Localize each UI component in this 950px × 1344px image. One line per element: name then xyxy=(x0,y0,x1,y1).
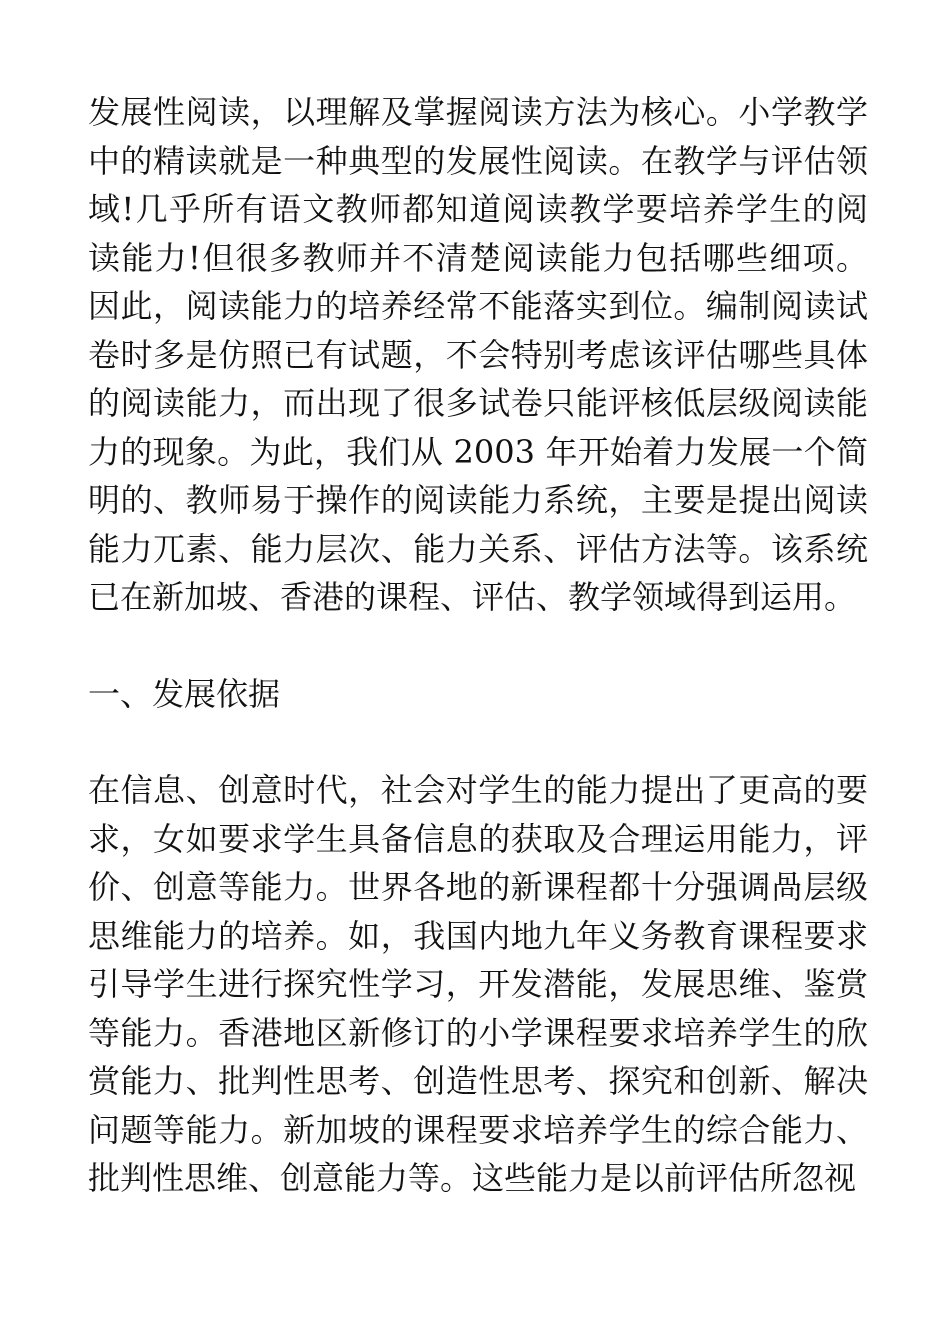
paragraph-intro: 发展性阅读，以理解及掌握阅读方法为核心。小学教学中的精读就是一种典型的发展性阅读。在教学与评估领域!几乎所有语文教师都知道阅读教学要培养学生的阅读能力!但很多教师并不清楚阅读能力包括哪些细项。因此，阅读能力的培养经常不能落实到位。编制阅读试卷时多是仿照已有试题，不会特别考虑该评估哪些具体的阅读能力，而出现了很多试卷只能评核低层级阅读能力的现象。为此，我们从 2003 年开始着力发展一个简明的、教师易于操作的阅读能力系统，主要是提出阅读能力兀素、能力层次、能力关系、评估方法等。该系统已在新加坡、香港的课程、评估、教学领域得到运用。 xyxy=(88,93,868,616)
document-page xyxy=(88,88,868,1203)
paragraph-basis: 在信息、创意时代，社会对学生的能力提出了更高的要求，女如要求学生具备信息的获取及合理运用能力，评价、创意等能力。世界各地的新课程都十分强调咼层级思维能力的培养。如，我国内地九年义务教育课程要求引导学生进行探究性学习，开发潜能，发展思维、鉴赏等能力。香港地区新修订的小学课程要求培养学生的欣赏能力、批判性思考、创造性思考、探究和创新、解决问题等能力。新加坡的课程要求培养学生的综合能力、批判性思维、创意能力等。这些能力是以前评估所忽视 xyxy=(88,771,868,1197)
section-heading: 一、发展依据 xyxy=(88,674,281,713)
